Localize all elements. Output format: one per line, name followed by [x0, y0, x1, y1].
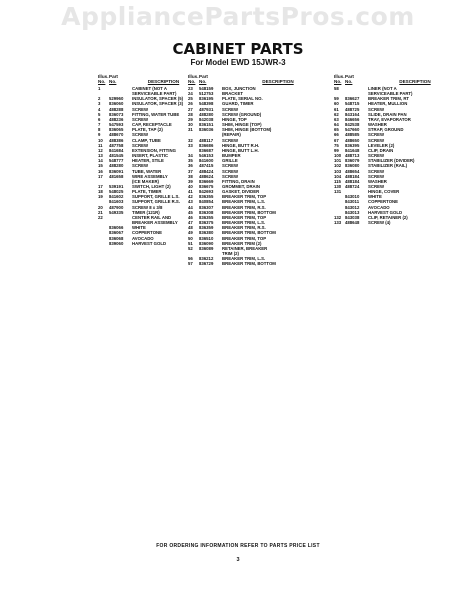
part-number: 548025	[109, 189, 124, 195]
illus-number: 39	[188, 178, 193, 184]
page-title: CABINET PARTS	[172, 40, 304, 58]
illus-number: 100	[334, 153, 342, 159]
part-number: 488288	[109, 106, 124, 112]
part-header: Part	[345, 74, 354, 79]
illus-number: 99	[334, 147, 339, 153]
illus-number: 44	[188, 204, 193, 210]
part-description: SCREW	[368, 173, 384, 179]
part-description: BREAKER TRIM, TOP	[222, 235, 267, 241]
part-description: SCREW	[222, 163, 238, 169]
part-number: 488670	[109, 132, 124, 138]
part-number: 548777	[109, 158, 124, 164]
part-description: GUARD, TIMER	[222, 101, 254, 107]
part-description: (ICE MAKER)	[132, 178, 159, 184]
part-description: BRACKET	[222, 91, 244, 97]
illus-number: 9	[98, 132, 101, 138]
part-row	[188, 261, 334, 266]
part-number: 836375	[199, 220, 214, 226]
part-description: TUBE, WATER	[132, 168, 162, 174]
part-description: BREAKER TRIM, L.S.	[222, 256, 266, 262]
part-number: 488713	[345, 153, 360, 159]
part-description: SERVICEABLE PART)	[132, 91, 177, 97]
part-description: INSULATOR, SPACER (5)	[132, 96, 184, 102]
illus-number: 56	[188, 256, 193, 262]
part-description: HEATER, MULLION	[368, 101, 408, 107]
part-number: 836355	[199, 194, 214, 200]
illus-number: 103	[334, 168, 342, 174]
part-number: 836079	[345, 158, 360, 164]
part-number: 836068	[109, 235, 124, 241]
part-number: 487931	[199, 106, 214, 112]
part-description: BOX, JUNCTION	[222, 86, 256, 91]
part-description: AVOCADO	[132, 235, 154, 241]
part-description: BREAKER TRIM, L.S.	[222, 199, 266, 205]
part-number: 836091	[109, 168, 124, 174]
part-description: SCREW 8 x 3/8	[132, 204, 163, 210]
part-number: 488725	[345, 106, 360, 112]
part-description: GRILLE	[222, 158, 238, 164]
illus-header: Illus.	[188, 74, 199, 79]
illus-number: 57	[188, 261, 193, 267]
illus-number: 46	[188, 214, 193, 220]
part-description: GROMMET, DRAIN	[222, 183, 260, 189]
illus-number: 60	[334, 101, 339, 107]
illus-number: 33	[188, 142, 193, 148]
ordering-footer: FOR ORDERING INFORMATION REFER TO PARTS PRICE LIST	[156, 543, 320, 549]
part-description: PLATE, SERIAL NO.	[222, 96, 263, 102]
part-number: 836066	[109, 225, 124, 231]
part-description: TRAY, EVAPORATOR	[368, 116, 411, 122]
part-number: 488624	[199, 173, 214, 179]
part-description: FITTING, WATER TUBE	[132, 111, 180, 117]
illus-number: 45	[188, 209, 193, 215]
part-number: 841602	[109, 194, 124, 200]
part-number: 839060	[109, 240, 124, 246]
illus-number: 50	[188, 235, 193, 241]
part-description: WASHER	[368, 178, 387, 184]
illus-number: 65	[334, 127, 339, 133]
illus-number: 75	[334, 142, 339, 148]
part-number: 836065	[109, 127, 124, 133]
illus-number: 41	[188, 189, 193, 195]
illus-number: 38	[188, 173, 193, 179]
part-number: 836073	[109, 111, 124, 117]
part-description: SCREW	[222, 106, 238, 112]
part-number: 481545	[109, 153, 124, 159]
part-number: 836687	[199, 147, 214, 153]
illus-number: 49	[188, 230, 193, 236]
part-description: CLAMP, TUBE	[132, 137, 161, 143]
part-number: 841684	[109, 147, 124, 153]
illus-number: 32	[188, 137, 193, 143]
column-header	[334, 74, 462, 84]
illus-number: 101	[334, 158, 342, 164]
illus-number: 21	[98, 209, 103, 215]
part-number: 836308	[199, 209, 214, 215]
illus-number: 8	[98, 127, 101, 133]
parts-list	[334, 86, 462, 225]
part-description: WIRE ASSEMBLY	[132, 173, 168, 179]
part-description: SCREW	[368, 106, 384, 112]
part-number: 836675	[199, 183, 214, 189]
part-number: 836359	[199, 225, 214, 231]
part-number: 836067	[109, 230, 124, 236]
part-row	[98, 241, 195, 246]
part-description: BREAKER TRIM, R.S.	[222, 225, 266, 231]
part-number: 843011	[345, 199, 360, 205]
part-description: SCREW	[132, 116, 148, 122]
illus-number: 115	[334, 178, 341, 184]
illus-number: 13	[98, 153, 103, 159]
part-number: 488280	[109, 163, 124, 169]
part-description: SCREW	[222, 137, 238, 143]
illus-number: 22	[98, 214, 103, 220]
part-description: PLATE, TIMER	[132, 189, 162, 195]
illus-number: 14	[98, 158, 103, 164]
illus-number: 3	[98, 101, 101, 107]
column-header	[188, 74, 334, 84]
part-number: 487758	[109, 142, 124, 148]
part-description: FITTING, DRAIN	[222, 178, 255, 184]
part-description: GASKET, DIVIDER	[222, 189, 260, 195]
illus-number: 62	[334, 111, 339, 117]
part-description: SCREW	[132, 106, 148, 112]
illus-number: 15	[98, 163, 103, 169]
part-description: BREAKER TRIM, BOTTOM	[222, 209, 276, 215]
part-description: PLATE, TAP (2)	[132, 127, 163, 133]
illus-number: 26	[188, 101, 193, 107]
illus-number: 27	[188, 106, 193, 112]
part-number: 488654	[345, 168, 360, 174]
illus-no-header: No.	[188, 79, 196, 84]
part-description: SCREW	[222, 173, 238, 179]
illus-number: 42	[188, 194, 193, 200]
part-number: 487415	[199, 163, 214, 169]
part-description: BREAKER TRIM, RT	[368, 96, 410, 102]
parts-column-1	[98, 74, 195, 246]
part-number: 836627	[345, 96, 360, 102]
part-description: STABILIZER (RAIL)	[368, 163, 408, 169]
part-description: SCREW	[368, 183, 384, 189]
illus-number: 30	[188, 122, 193, 128]
part-description: CLIP, DRAIN	[368, 147, 394, 153]
part-number: 836380	[199, 230, 214, 236]
part-number: 836195	[199, 96, 214, 102]
part-number: 836729	[199, 261, 214, 267]
illus-number: 17	[98, 183, 103, 189]
illus-number: 4	[98, 106, 101, 112]
illus-number: 31	[188, 127, 193, 133]
illus-number: 5	[98, 111, 101, 117]
illus-no-header: No.	[334, 79, 342, 84]
part-description: HINGE, BUTT L.H.	[222, 147, 259, 153]
part-description: BREAKER TRIM, L.S.	[222, 220, 266, 226]
part-number: 488280	[199, 111, 214, 117]
illus-number: 24	[188, 91, 193, 97]
part-description: SCREW	[132, 163, 148, 169]
part-description: HINGE, COVER	[368, 189, 400, 195]
part-number: 836036	[199, 127, 214, 133]
description-header: DESCRIPTION	[399, 79, 431, 84]
part-number: 481658	[109, 173, 124, 179]
illus-number: 2	[98, 96, 101, 102]
part-number: 487900	[109, 204, 124, 210]
illus-number: 58	[334, 86, 339, 91]
illus-number: 37	[188, 168, 193, 174]
part-number: 842693	[199, 189, 214, 195]
part-description: BREAKER TRIM, BOTTOM	[222, 230, 276, 236]
part-number: 488386	[109, 137, 124, 143]
illus-number: 104	[334, 173, 342, 179]
illus-number: 61	[334, 106, 339, 112]
illus-no-header: No.	[98, 79, 106, 84]
part-description: SWITCH, LIGHT (2)	[132, 183, 171, 189]
part-description: SCREW	[368, 153, 384, 159]
part-description: CAP, RECEPTACLE	[132, 122, 172, 128]
part-description: SCREW (GROUND)	[222, 111, 262, 117]
part-description: SCREW	[368, 132, 384, 138]
parts-list	[188, 86, 334, 266]
part-number: 843164	[345, 111, 360, 117]
part-description: SCREW	[132, 132, 148, 138]
page-subtitle: For Model EWD 15JWR-3	[190, 58, 286, 67]
part-description: HINGE, BUTT R.H.	[222, 142, 260, 148]
part-description: LINER (NOT A	[368, 86, 397, 91]
part-description: CENTER RAIL AND	[132, 214, 172, 220]
illus-number: 28	[188, 111, 193, 117]
part-number: 836510	[199, 235, 214, 241]
illus-header: Illus.	[98, 74, 109, 79]
part-number: 548159	[199, 86, 214, 91]
part-number: 843012	[345, 204, 360, 210]
part-number: 842038	[199, 116, 214, 122]
part-number: 836355	[199, 214, 214, 220]
part-number: 488724	[345, 183, 360, 189]
part-description: SCREW	[132, 142, 148, 148]
part-number: 488585	[345, 132, 360, 138]
part-description: HARVEST GOLD	[368, 209, 403, 215]
part-description: COPPERTONE	[132, 230, 163, 236]
part-description: BREAKER TRIM, BOTTOM	[222, 261, 276, 267]
part-number: 488650	[345, 137, 360, 143]
part-number: 836395	[345, 142, 360, 148]
part-no-header: No.	[109, 79, 117, 84]
part-number: 836060	[109, 101, 124, 107]
part-description: HINGE, TOP	[222, 116, 247, 122]
part-description: STABILIZER (DIVIDER)	[368, 158, 415, 164]
part-description: SERVICEABLE PART)	[368, 91, 413, 97]
part-description: WHITE	[368, 194, 382, 200]
part-number: 548398	[199, 101, 214, 107]
part-description: (REPAIR)	[222, 132, 241, 138]
part-description: LEVELER (2)	[368, 142, 395, 148]
part-number: 836090	[199, 240, 214, 246]
illus-number: 20	[98, 204, 103, 210]
illus-number: 6	[98, 116, 101, 122]
part-number: 836307	[199, 204, 214, 210]
part-number: 547593	[109, 122, 124, 128]
part-description: CLIP, RETAINER (2)	[368, 214, 408, 220]
illus-number: 34	[188, 153, 193, 159]
illus-number: 64	[334, 122, 339, 128]
part-description: INSULATOR, SPACER (3)	[132, 101, 184, 107]
part-description: STRAP, GROUND	[368, 127, 404, 133]
part-header: Part	[199, 74, 208, 79]
part-number: 846656	[345, 116, 360, 122]
part-number: 842538	[345, 122, 360, 128]
part-description: SUPPORT, GRILLE L.S.	[132, 194, 180, 200]
part-number: 548715	[345, 101, 360, 107]
illus-number: 18	[98, 189, 103, 195]
part-description: INSERT, PLASTIC	[132, 153, 169, 159]
part-description: TIMER (121R)	[132, 209, 160, 215]
part-description: BREAKER TRIM, R.S.	[222, 204, 266, 210]
part-number: 840854	[199, 199, 214, 205]
illus-number: 47	[188, 220, 193, 226]
part-number: 843010	[345, 194, 360, 200]
part-number: 539191	[109, 183, 124, 189]
parts-list	[98, 86, 195, 246]
part-number: 841648	[345, 147, 360, 153]
part-number: 836669	[199, 178, 214, 184]
part-header: Part	[109, 74, 118, 79]
part-number: 836080	[345, 163, 360, 169]
part-description: EXTENSION, FITTING	[132, 147, 176, 153]
illus-number: 48	[188, 225, 193, 231]
part-number: 488184	[345, 173, 360, 179]
part-number: 488117	[199, 137, 214, 143]
part-number: 843038	[345, 214, 360, 220]
part-description: BREAKER TRIM, TOP	[222, 194, 267, 200]
illus-number: 11	[98, 142, 103, 148]
part-description: AVOCADO	[368, 204, 390, 210]
part-number: 836151	[199, 122, 214, 128]
part-description: SCREW	[222, 168, 238, 174]
part-description: SUPPORT, GRILLE R.S.	[132, 199, 180, 205]
illus-number: 43	[188, 199, 193, 205]
illus-number: 29	[188, 116, 193, 122]
illus-number: 12	[98, 147, 103, 153]
part-number: 512753	[199, 91, 214, 97]
part-description: COPPERTONE	[368, 199, 399, 205]
part-description: SLIDE, DRAIN PAN	[368, 111, 407, 117]
illus-number: 130	[334, 183, 342, 189]
part-row	[334, 220, 462, 225]
part-description: SCREW	[368, 137, 384, 143]
part-description: SHIM, HINGE (TOP)	[222, 122, 262, 128]
part-description: BREAKER ASSEMBLY	[132, 220, 178, 226]
illus-number: 10	[98, 137, 103, 143]
part-number: 836212	[199, 256, 214, 262]
description-header: DESCRIPTION	[147, 79, 180, 84]
illus-header: Illus.	[334, 74, 345, 79]
part-description: SCREW (4)	[368, 220, 391, 226]
part-number: 488236	[109, 116, 124, 122]
illus-number: 40	[188, 183, 193, 189]
illus-number: 67	[334, 137, 339, 143]
illus-number: 7	[98, 122, 101, 128]
illus-number	[98, 241, 109, 246]
part-number: 546153	[199, 153, 214, 159]
part-description: HARVEST GOLD	[132, 240, 167, 246]
part-number: 488184	[345, 178, 360, 184]
part-number: 488424	[199, 168, 214, 174]
part-no-header: No.	[345, 79, 353, 84]
illus-number: 59	[334, 96, 339, 102]
column-header	[98, 74, 195, 84]
part-description: RETAINER, BREAKER	[222, 245, 268, 251]
part-number: 841600	[199, 158, 214, 164]
part-no-header: No.	[199, 79, 207, 84]
part-number: 836089	[199, 245, 214, 251]
part-number: 529960	[109, 96, 124, 102]
illus-number: 35	[188, 158, 193, 164]
illus-number: 52	[188, 245, 193, 251]
illus-number: 19	[98, 194, 103, 200]
page-number: 3	[236, 557, 240, 563]
part-number: 841603	[109, 199, 124, 205]
illus-number: 132	[334, 214, 342, 220]
part-number: 843013	[345, 209, 360, 215]
illus-number: 131	[334, 189, 342, 195]
description-header: DESCRIPTION	[262, 79, 294, 84]
part-description: WASHER	[368, 122, 387, 128]
illus-number: 36	[188, 163, 193, 169]
part-description: HEATER, STILE	[132, 158, 164, 164]
watermark: AppliancePartsPros.com	[61, 2, 415, 31]
illus-number: 1	[98, 86, 101, 91]
illus-number: 133	[334, 220, 342, 226]
part-number: 488648	[345, 220, 360, 226]
illus-number: 16	[98, 168, 103, 174]
part-description: CABINET (NOT A	[132, 86, 167, 91]
illus-number: 63	[334, 116, 339, 122]
part-description: BUMPER	[222, 153, 241, 159]
part-number: 549335	[109, 209, 124, 215]
illus-number: 51	[188, 240, 193, 246]
part-description: BREAKER TRIM (2)	[222, 240, 262, 246]
part-description: WHITE	[132, 225, 146, 231]
illus-number: 102	[334, 163, 342, 169]
illus-number: 66	[334, 132, 339, 138]
illus-number: 17	[98, 173, 103, 179]
part-description: SCREW	[368, 168, 384, 174]
part-description: SHIM, HINGE (BOTTOM)	[222, 127, 272, 133]
parts-column-2	[188, 74, 334, 266]
part-number: 836686	[199, 142, 214, 148]
parts-column-3	[334, 74, 462, 225]
illus-number: 25	[188, 96, 193, 102]
part-description: TRIM (2)	[222, 251, 239, 256]
part-number: 547660	[345, 127, 360, 133]
part-description: BREAKER TRIM, TOP	[222, 214, 267, 220]
illus-number: 23	[188, 86, 193, 91]
